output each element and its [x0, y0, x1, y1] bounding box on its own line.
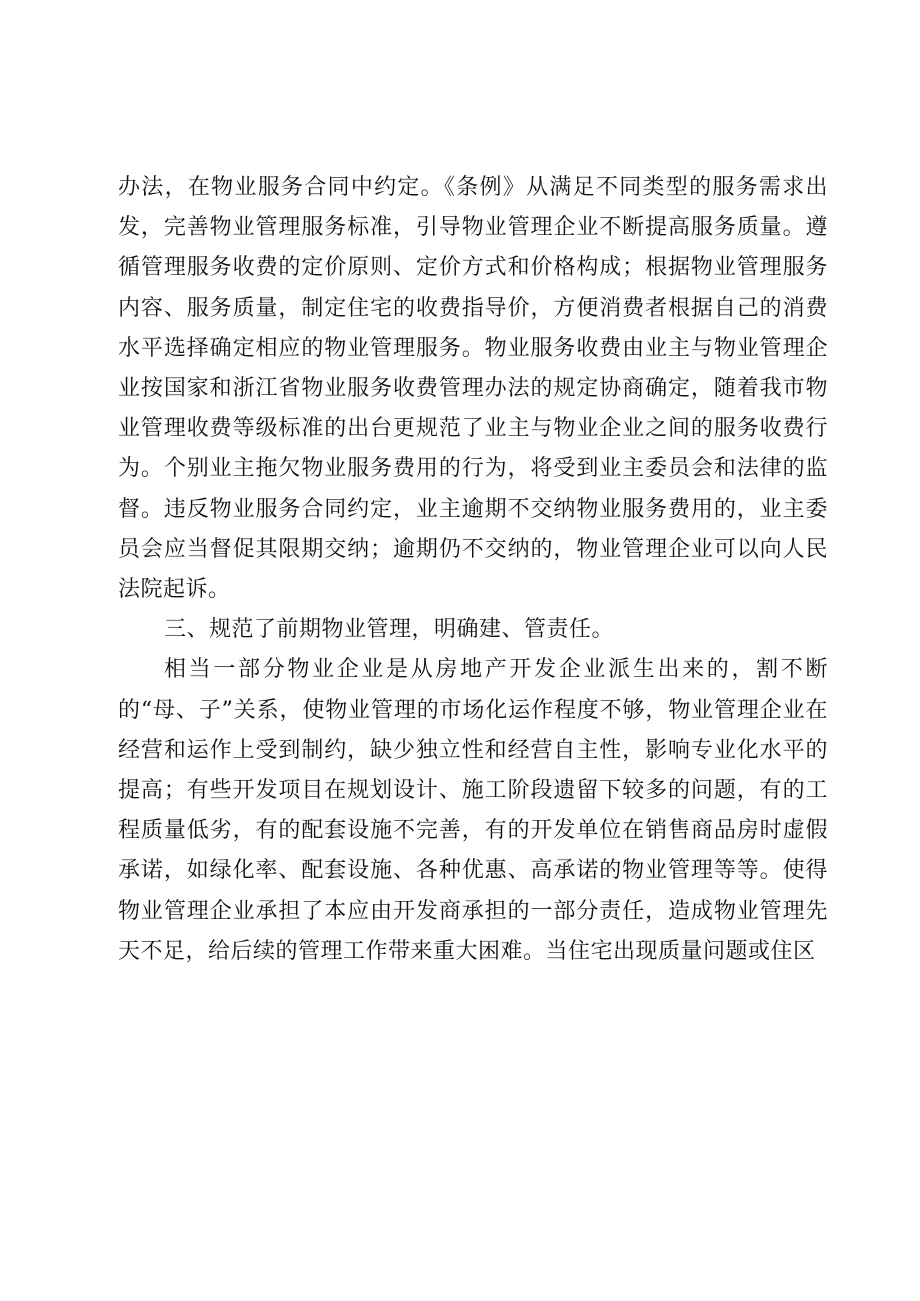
- paragraph-continuation: 办法，在物业服务合同中约定。《条例》从满足不同类型的服务需求出发，完善物业管理服务标准，引导物业管理企业不断提高服务质量。遵循管理服务收费的定价原则、定价方式和价格构成；根据物业管理服务内容、服务质量，制定住宅的收费指导价，方便消费者根据自己的消费水平选择确定相应的物业管理服务。物业服务收费由业主与物业管理企业按国家和浙江省物业服务收费管理办法的规定协商确定，随着我市物业管理收费等级标准的出台更规范了业主与物业企业之间的服务收费行为。个别业主拖欠物业服务费用的行为，将受到业主委员会和法律的监督。违反物业服务合同约定，业主逾期不交纳物业服务费用的，业主委员会应当督促其限期交纳；逾期仍不交纳的，物业管理企业可以向人民法院起诉。: [118, 175, 828, 603]
- section-heading: 三、规范了前期物业管理，明确建、管责任。: [164, 617, 615, 643]
- paragraph-body: 相当一部分物业企业是从房地产开发企业派生出来的，割不断的“母、子”关系，使物业管理的市场化运作程度不够，物业管理企业在经营和运作上受到制约，缺少独立性和经营自主性，影响专业化水平的提高；有些开发项目在规划设计、施工阶段遗留下较多的问题，有的工程质量低劣，有的配套设施不完善，有的开发单位在销售商品房时虚假承诺，如绿化率、配套设施、各种优惠、高承诺的物业管理等等。使得物业管理企业承担了本应由开发商承担的一部分责任，造成物业管理先天不足，给后续的管理工作带来重大困难。当住宅出现质量问题或住区: [118, 657, 828, 964]
- document-body: [118, 168, 828, 972]
